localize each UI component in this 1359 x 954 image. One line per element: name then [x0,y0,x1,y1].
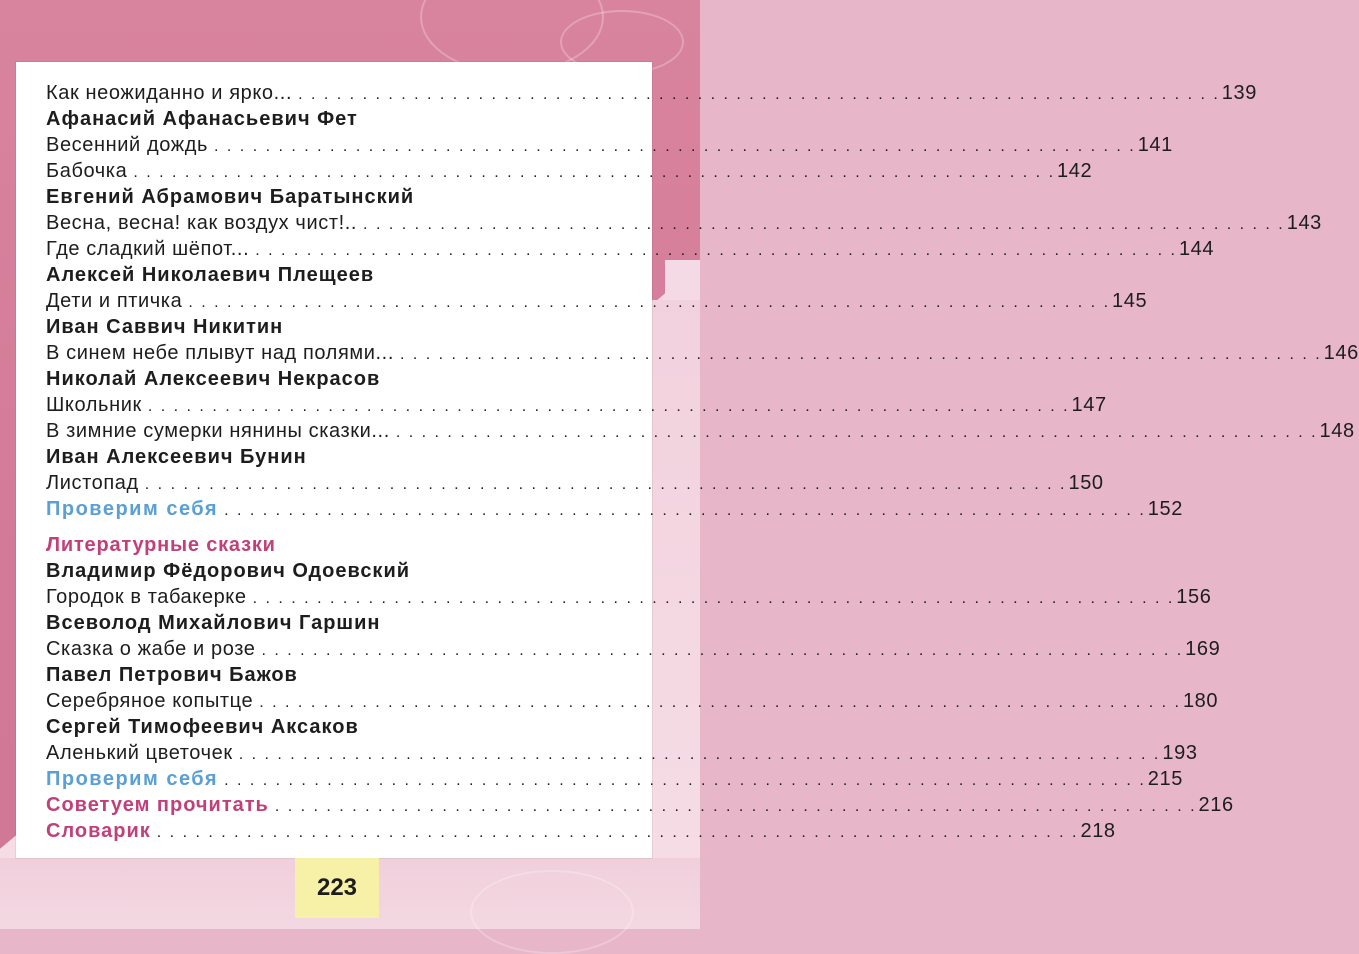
toc-entry[interactable] [46,766,1183,792]
toc-entry[interactable] [46,470,1104,496]
dot-leader: . . . . . . . . . . . . . . . . . . . . . . . . . . . . . . . . . . . . . . . . . . . . . . . . . . . . . . . . . . . . . . . . . . . . . . . . [238,746,1161,763]
toc-entry-page: 215 [1147,768,1183,790]
toc-entry-page: 143 [1286,212,1322,234]
toc-entry-page: 146 [1323,342,1359,364]
toc-author-heading: Иван Алексеевич Бунин [46,446,307,468]
ornament-swirl [470,870,634,954]
dot-leader: . . . . . . . . . . . . . . . . . . . . . . . . . . . . . . . . . . . . . . . . . . . . . . . . . . . . . . . . . . . . . . . . . . . . . . . . [156,824,1079,841]
toc-entry-page: 152 [1147,498,1183,520]
toc-entry[interactable] [46,158,1093,184]
toc-author-heading: Павел Петрович Бажов [46,664,298,686]
toc-entry-page: 180 [1182,690,1219,712]
toc-entry-title: В зимние сумерки нянины сказки... [46,420,390,442]
toc-author-heading: Иван Саввич Никитин [46,316,284,338]
toc-author-heading: Владимир Фёдорович Одоевский [46,560,411,582]
toc-entry[interactable] [46,80,1257,106]
toc-entry[interactable] [46,792,1234,818]
dot-leader: . . . . . . . . . . . . . . . . . . . . . . . . . . . . . . . . . . . . . . . . . . . . . . . . . . . . . . . . . . . . . . . . . . . . . . . . [252,590,1175,607]
toc-author-heading: Николай Алексеевич Некрасов [46,368,381,390]
toc-entry-title: Серебряное копытце [46,690,254,712]
toc-entry[interactable] [46,740,1198,766]
toc-entry-title: Весенний дождь [46,134,209,156]
toc-entry[interactable] [46,496,1183,522]
dot-leader: . . . . . . . . . . . . . . . . . . . . . . . . . . . . . . . . . . . . . . . . . . . . . . . . . . . . . . . . . . . . . . . . . . . . . . . . [144,476,1067,493]
toc-entry-page: 156 [1176,586,1212,608]
toc-entry-title: Аленький цветочек [46,742,233,764]
toc-entry[interactable] [46,340,1359,366]
toc-entry-title: Школьник [46,394,142,416]
toc-author-heading: Сергей Тимофеевич Аксаков [46,716,359,738]
toc-entry-page: 142 [1057,160,1093,182]
dot-leader: . . . . . . . . . . . . . . . . . . . . . . . . . . . . . . . . . . . . . . . . . . . . . . . . . . . . . . . . . . . . . . . . . . . . . . . . [259,694,1181,711]
toc-author-heading: Афанасий Афанасьевич Фет [46,108,358,130]
page-number: 223 [295,858,379,918]
toc-entry-title: Словарик [46,820,151,842]
toc-entry-title: Весна, весна! как воздух чист!.. [46,212,358,234]
dot-leader: . . . . . . . . . . . . . . . . . . . . . . . . . . . . . . . . . . . . . . . . . . . . . . . . . . . . . . . . . . . . . . . . . . . . . . . . [255,242,1177,259]
toc-entry[interactable] [46,418,1355,444]
toc-entry[interactable] [46,584,1212,610]
toc-entry[interactable] [46,818,1116,844]
toc-entry-page: 145 [1112,290,1148,312]
toc-entry-page: 216 [1198,794,1234,816]
toc-entry[interactable] [46,210,1322,236]
toc-entry[interactable] [46,636,1221,662]
toc-entry-title: Советуем прочитать [46,794,269,816]
toc-entry-page: 150 [1068,472,1104,494]
toc-entry-title: Проверим себя [46,498,219,520]
toc-entry-page: 169 [1185,638,1221,660]
dot-leader: . . . . . . . . . . . . . . . . . . . . . . . . . . . . . . . . . . . . . . . . . . . . . . . . . . . . . . . . . . . . . . . . . . . . . . . . [298,86,1220,103]
toc-entry-page: 139 [1221,82,1257,104]
toc-author-heading: Алексей Николаевич Плещеев [46,264,375,286]
toc-entry-title: В синем небе плывут над полями... [46,342,394,364]
toc-entry-title: Листопад [46,472,139,494]
toc-section-heading: Литературные сказки [46,534,276,556]
toc-entry-title: Бабочка [46,160,128,182]
toc-entry-title: Как неожиданно и ярко... [46,82,293,104]
toc-entry-title: Дети и птичка [46,290,183,312]
toc-entry-page: 144 [1178,238,1215,260]
toc-entry-page: 193 [1162,742,1198,764]
dot-leader: . . . . . . . . . . . . . . . . . . . . . . . . . . . . . . . . . . . . . . . . . . . . . . . . . . . . . . . . . . . . . . . . . . . . . . . . [133,164,1056,181]
dot-leader: . . . . . . . . . . . . . . . . . . . . . . . . . . . . . . . . . . . . . . . . . . . . . . . . . . . . . . . . . . . . . . . . . . . . . . . . [274,798,1197,815]
toc-entry-title: Проверим себя [46,768,219,790]
dot-leader: . . . . . . . . . . . . . . . . . . . . . . . . . . . . . . . . . . . . . . . . . . . . . . . . . . . . . . . . . . . . . . . . . . . . . . . . [261,642,1184,659]
toc-entry-title: Где сладкий шёпот... [46,238,250,260]
dot-leader: . . . . . . . . . . . . . . . . . . . . . . . . . . . . . . . . . . . . . . . . . . . . . . . . . . . . . . . . . . . . . . . . . . . . . . . . [224,502,1146,519]
dot-leader: . . . . . . . . . . . . . . . . . . . . . . . . . . . . . . . . . . . . . . . . . . . . . . . . . . . . . . . . . . . . . . . . . . . . . . . . [224,772,1146,789]
toc-author-heading: Евгений Абрамович Баратынский [46,186,415,208]
toc-entry[interactable] [46,688,1219,714]
toc-entry-page: 147 [1071,394,1107,416]
dot-leader: . . . . . . . . . . . . . . . . . . . . . . . . . . . . . . . . . . . . . . . . . . . . . . . . . . . . . . . . . . . . . . . . . . . . . . . . [395,424,1318,441]
contents-page [16,62,1359,858]
dot-leader: . . . . . . . . . . . . . . . . . . . . . . . . . . . . . . . . . . . . . . . . . . . . . . . . . . . . . . . . . . . . . . . . . . . . . . . . [363,216,1285,233]
toc-author-heading: Всеволод Михайлович Гаршин [46,612,381,634]
dot-leader: . . . . . . . . . . . . . . . . . . . . . . . . . . . . . . . . . . . . . . . . . . . . . . . . . . . . . . . . . . . . . . . . . . . . . . . . [188,294,1111,311]
dot-leader: . . . . . . . . . . . . . . . . . . . . . . . . . . . . . . . . . . . . . . . . . . . . . . . . . . . . . . . . . . . . . . . . . . . . . . . . [147,398,1070,415]
toc-entry-page: 148 [1319,420,1355,442]
toc-entry[interactable] [46,288,1148,314]
toc-entry-title: Сказка о жабе и розе [46,638,256,660]
toc-entry-page: 218 [1080,820,1116,842]
toc-entry-page: 141 [1137,134,1173,156]
dot-leader: . . . . . . . . . . . . . . . . . . . . . . . . . . . . . . . . . . . . . . . . . . . . . . . . . . . . . . . . . . . . . . . . . . . . . . . . [399,346,1322,363]
table-of-contents [46,80,1359,844]
toc-entry[interactable] [46,392,1107,418]
toc-entry[interactable] [46,236,1215,262]
toc-entry-title: Городок в табакерке [46,586,247,608]
toc-entry[interactable] [46,132,1173,158]
dot-leader: . . . . . . . . . . . . . . . . . . . . . . . . . . . . . . . . . . . . . . . . . . . . . . . . . . . . . . . . . . . . . . . . . . . . . . . . [214,138,1136,155]
